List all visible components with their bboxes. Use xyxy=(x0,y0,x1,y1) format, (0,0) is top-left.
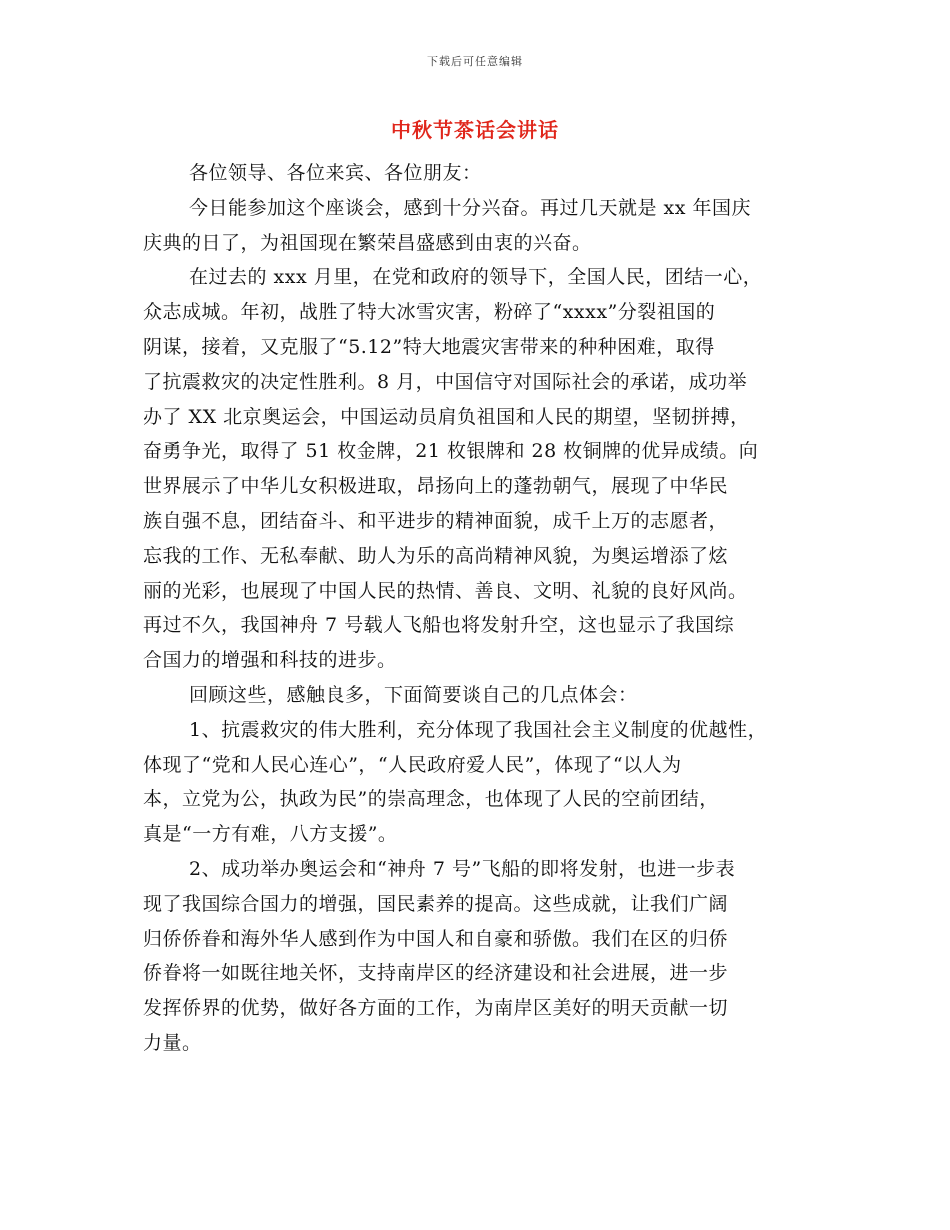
text-line: 办了 XX 北京奥运会，中国运动员肩负祖国和人民的期望，坚韧拼搏， xyxy=(143,405,750,428)
text-line: 众志成城。年初，战胜了特大冰雪灾害，粉碎了“xxxx”分裂祖国的 xyxy=(143,301,716,324)
header-note: 下载后可任意编辑 xyxy=(427,55,523,68)
text-line: 阴谋，接着，又克服了“5.12”特大地震灾害带来的种种困难，取得 xyxy=(143,335,715,358)
text-line: 族自强不息，团结奋斗、和平进步的精神面貌，成千上万的志愿者， xyxy=(143,509,729,532)
text-line: 本，立党为公，执政为民”的崇高理念，也体现了人民的空前团结， xyxy=(143,788,719,811)
text-line: 体现了“党和人民心连心”，“人民政府爱人民”，体现了“以人为 xyxy=(143,753,682,776)
text-line: 各位领导、各位来宾、各位朋友： xyxy=(189,162,482,184)
text-line: 庆典的日了，为祖国现在繁荣昌盛感到由衷的兴奋。 xyxy=(143,231,592,254)
document-title: 中秋节茶话会讲话 xyxy=(391,118,559,142)
text-line: 2、成功举办奥运会和“神舟 7 号”飞船的即将发射，也进一步表 xyxy=(189,857,736,880)
text-line: 在过去的 xxx 月里，在党和政府的领导下，全国人民，团结一心， xyxy=(189,266,763,289)
text-line: 丽的光彩，也展现了中国人民的热情、善良、文明、礼貌的良好风尚。 xyxy=(143,579,748,602)
text-line: 今日能参加这个座谈会，感到十分兴奋。再过几天就是 xx 年国庆 xyxy=(189,196,752,219)
text-line: 现了我国综合国力的增强，国民素养的提高。这些成就，让我们广阔 xyxy=(143,892,729,915)
text-line: 力量。 xyxy=(143,1031,202,1054)
text-line: 1、抗震救灾的伟大胜利，充分体现了我国社会主义制度的优越性， xyxy=(189,718,768,741)
text-line: 忘我的工作、无私奉献、助人为乐的高尚精神风貌，为奥运增添了炫 xyxy=(143,544,729,567)
document-body xyxy=(143,156,823,1061)
text-line: 世界展示了中华儿女积极进取，昂扬向上的蓬勃朝气，展现了中华民 xyxy=(143,475,729,498)
text-line: 归侨侨眷和海外华人感到作为中国人和自豪和骄傲。我们在区的归侨 xyxy=(143,927,729,950)
text-line: 再过不久，我国神舟 7 号载人飞船也将发射升空，这也显示了我国综 xyxy=(143,614,735,637)
text-line: 奋勇争光，取得了 51 枚金牌，21 枚银牌和 28 枚铜牌的优异成绩。向 xyxy=(143,440,759,463)
text-line: 合国力的增强和科技的进步。 xyxy=(143,649,397,672)
text-line: 了抗震救灾的决定性胜利。8 月，中国信守对国际社会的承诺，成功举 xyxy=(143,370,748,393)
text-line: 真是“一方有难，八方支援”。 xyxy=(143,823,398,846)
text-line: 侨眷将一如既往地关怀，支持南岸区的经济建设和社会进展，进一步 xyxy=(143,962,729,985)
text-line: 回顾这些，感触良多，下面简要谈自己的几点体会： xyxy=(189,683,638,706)
text-line: 发挥侨界的优势，做好各方面的工作，为南岸区美好的明天贡献一切 xyxy=(143,997,729,1020)
